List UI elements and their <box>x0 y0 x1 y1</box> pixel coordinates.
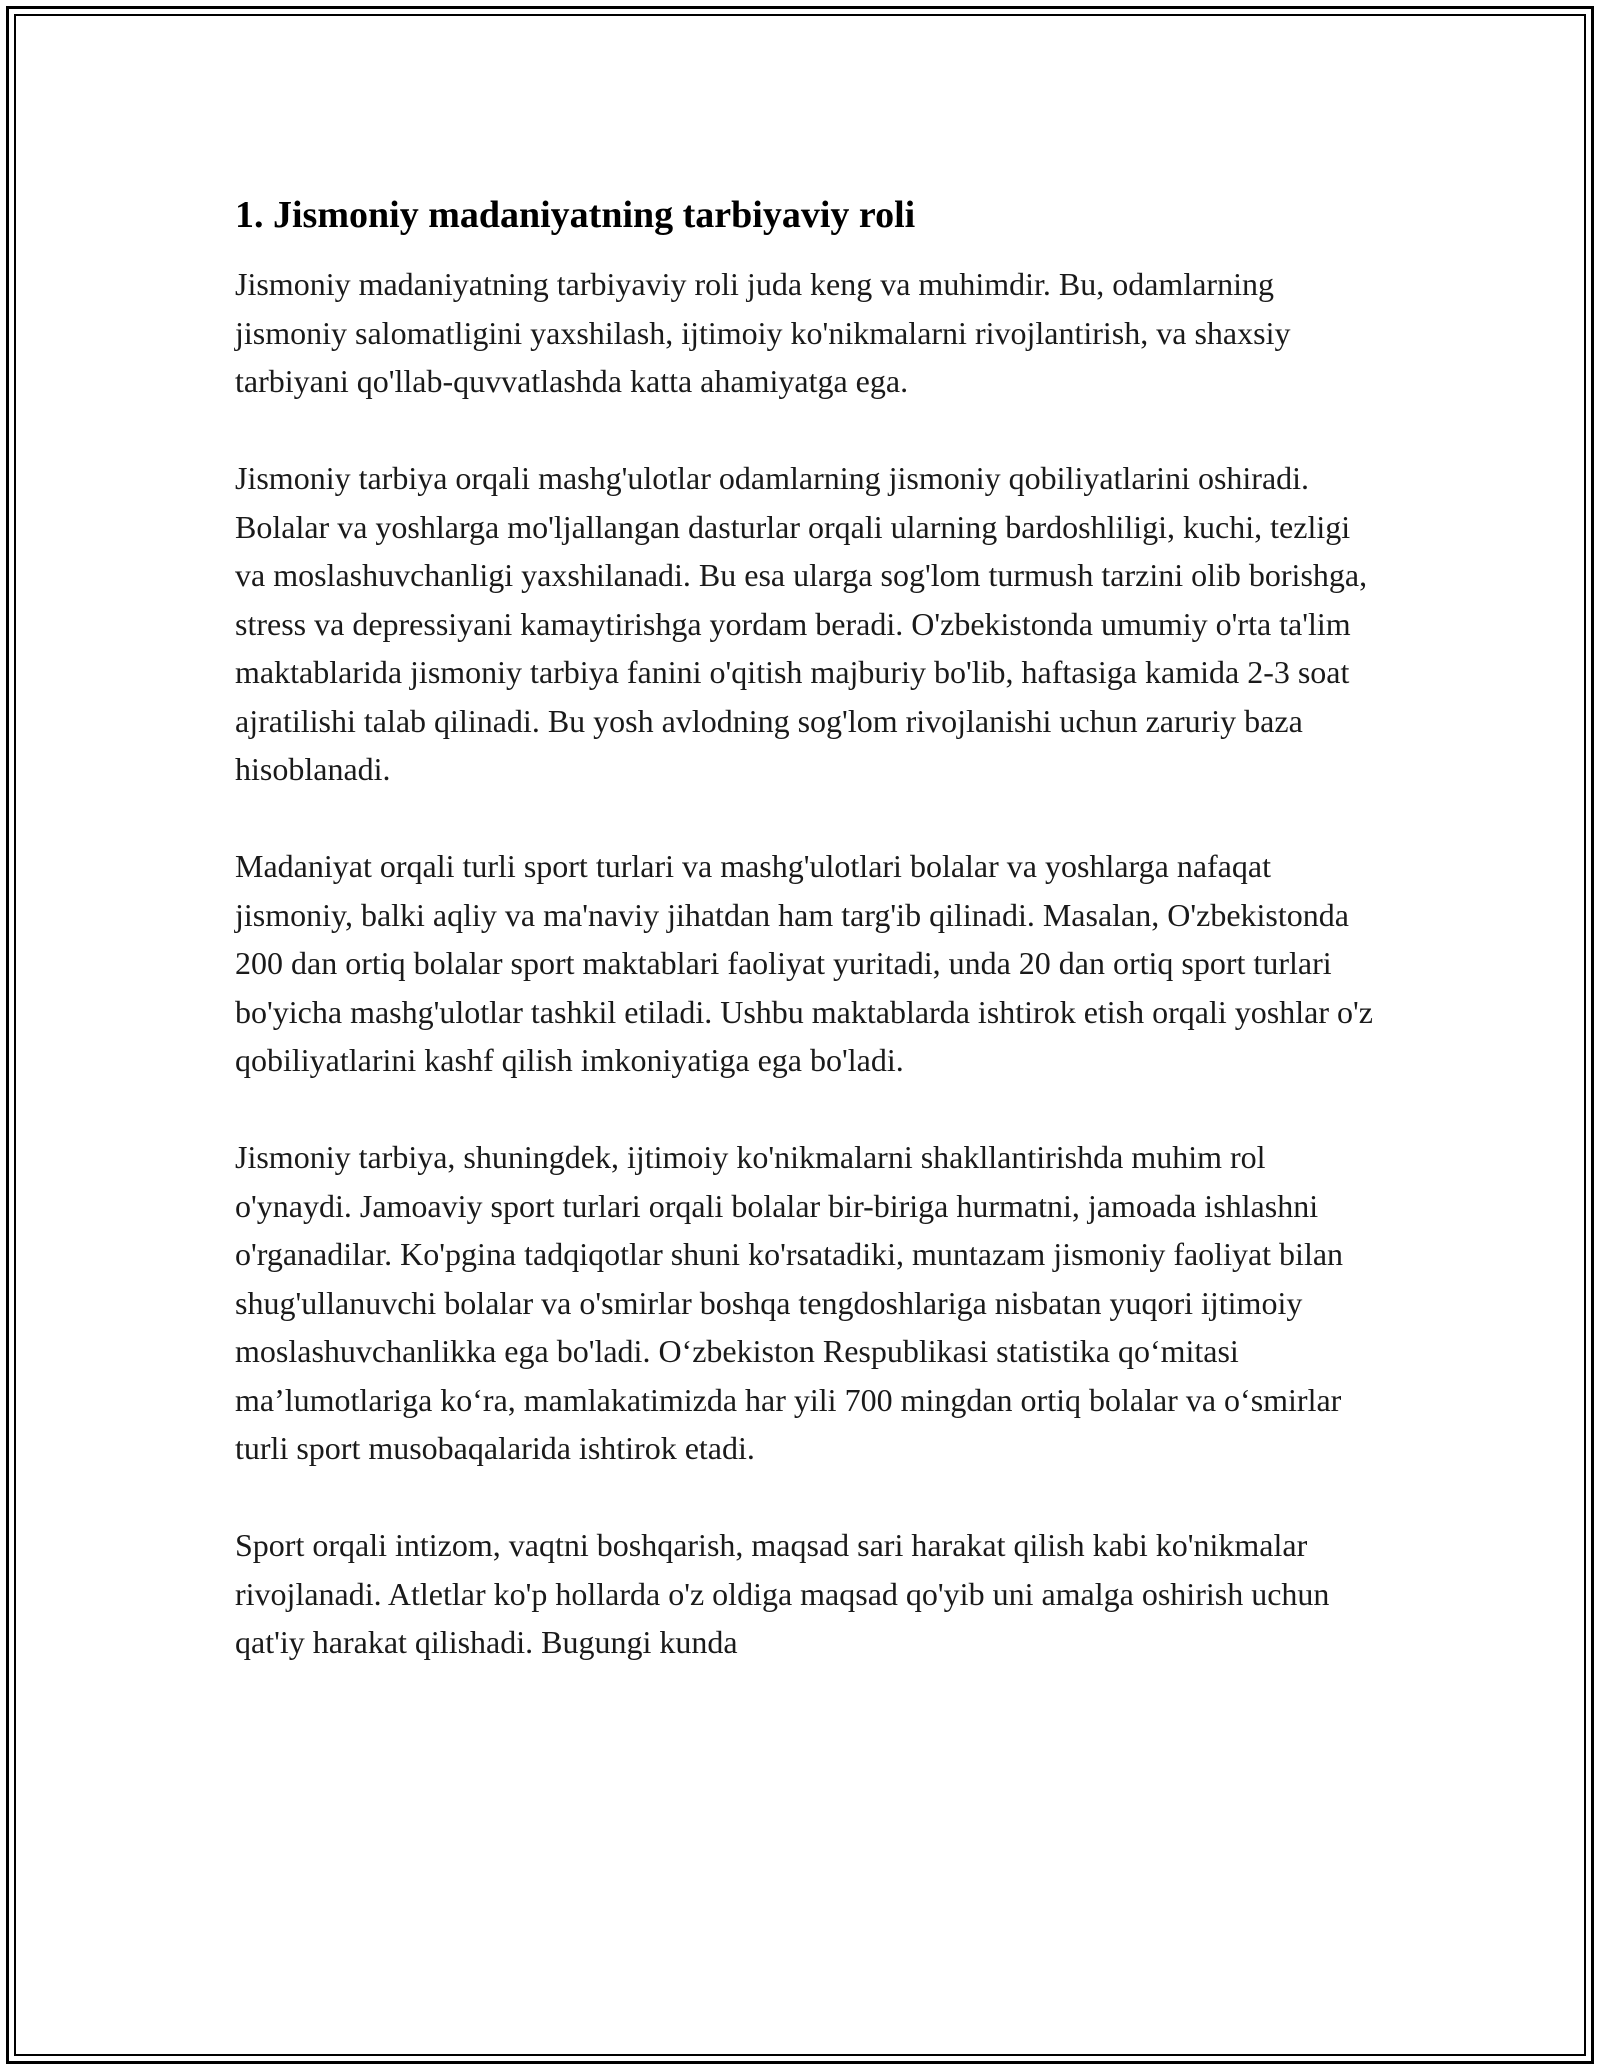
paragraph-2: Jismoniy tarbiya orqali mashg'ulotlar odamlarning jismoniy qobiliyatlarini oshiradi. Bolalar va yoshlarga mo'ljallangan dasturlar orqali ularning bardoshliligi, kuchi, tezligi va moslashuvchanligi yaxshilanadi. Bu esa ularga sog'lom turmush tarzini olib borishga, stress va depressiyani kamaytirishga yordam beradi. O'zbekistonda umumiy o'rta ta'lim maktablarida jismoniy tarbiya fanini o'qitish majburiy bo'lib, haftasiga kamida 2-3 soat ajratilishi talab qilinadi. Bu yosh avlodning sog'lom rivojlanishi uchun zaruriy baza hisoblanadi. <box>235 460 1368 787</box>
section-heading: 1. Jismoniy madaniyatning tarbiyaviy roli <box>235 194 916 236</box>
paragraph-1: Jismoniy madaniyatning tarbiyaviy roli juda keng va muhimdir. Bu, odamlarning jismoniy salomatligini yaxshilash, ijtimoiy ko'nikmalarni rivojlantirish, va shaxsiy tarbiyani qo'llab-quvvatlashda katta ahamiyatga ega. <box>235 266 1291 399</box>
document-body <box>235 190 1385 1667</box>
paragraph-5: Sport orqali intizom, vaqtni boshqarish, maqsad sari harakat qilish kabi ko'nikmalar rivojlanadi. Atletlar ko'p hollarda o'z oldiga maqsad qo'yib uni amalga oshirish uchun qat'iy harakat qilishadi. Bugungi kunda <box>235 1527 1330 1660</box>
paragraph-3: Madaniyat orqali turli sport turlari va mashg'ulotlari bolalar va yoshlarga nafaqat jismoniy, balki aqliy va ma'naviy jihatdan ham targ'ib qilinadi. Masalan, O'zbekistonda 200 dan ortiq bolalar sport maktablari faoliyat yuritadi, unda 20 dan ortiq sport turlari bo'yicha mashg'ulotlar tashkil etiladi. Ushbu maktablarda ishtirok etish orqali yoshlar o'z qobiliyatlarini kashf qilish imkoniyatiga ega bo'ladi. <box>235 848 1373 1078</box>
paragraph-4: Jismoniy tarbiya, shuningdek, ijtimoiy ko'nikmalarni shakllantirishda muhim rol o'ynaydi. Jamoaviy sport turlari orqali bolalar bir-biriga hurmatni, jamoada ishlashni o'rganadilar. Ko'pgina tadqiqotlar shuni ko'rsatadiki, muntazam jismoniy faoliyat bilan shug'ullanuvchi bolalar va o'smirlar boshqa tengdoshlariga nisbatan yuqori ijtimoiy moslashuvchanlikka ega bo'ladi. O‘zbekiston Respublikasi statistika qo‘mitasi ma’lumotlariga ko‘ra, mamlakatimizda har yili 700 mingdan ortiq bolalar va o‘smirlar turli sport musobaqalarida ishtirok etadi. <box>235 1139 1344 1466</box>
